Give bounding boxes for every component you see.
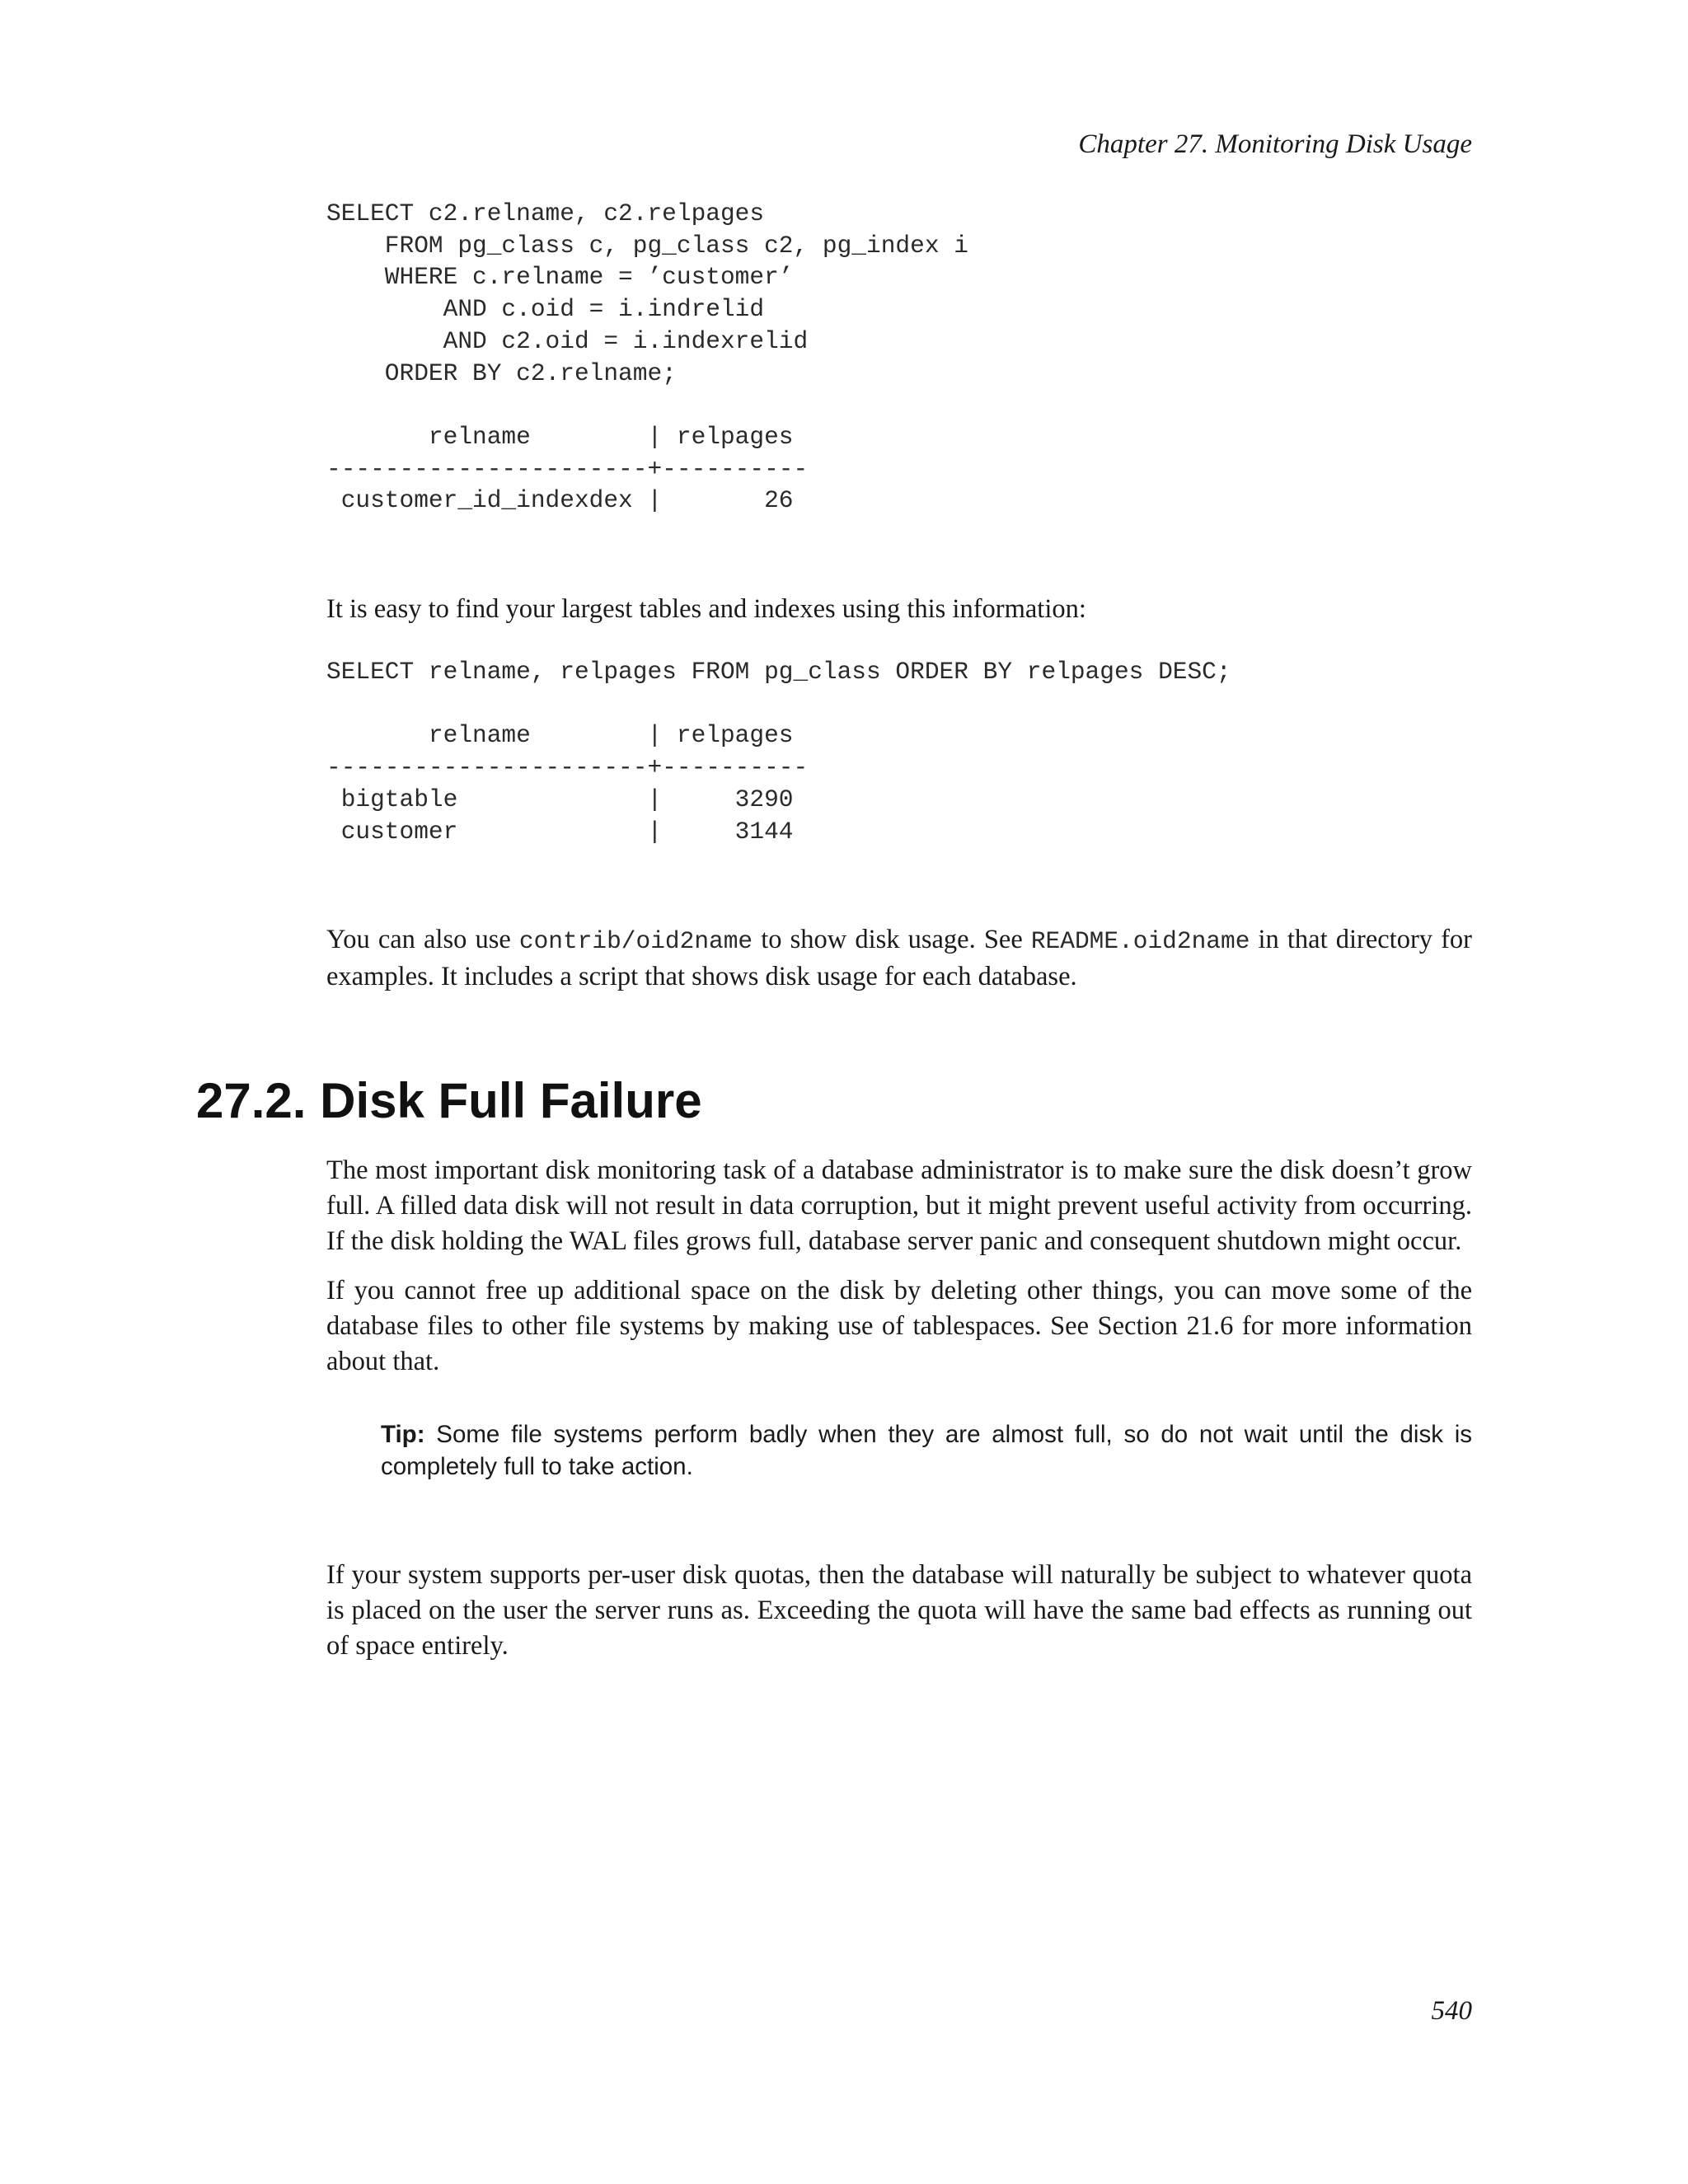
- running-header: Chapter 27. Monitoring Disk Usage: [1078, 129, 1472, 159]
- paragraph-oid2name: [326, 922, 1472, 995]
- paragraph-disk-quotas: If your system supports per-user disk quotas, then the database will naturally be subject to whatever quota is placed on the user the server runs as. Exceeding the quota will have the same bad effects as running out of space entirely.: [326, 1560, 1472, 1661]
- inline-code-contrib-oid2name: contrib/oid2name: [518, 927, 753, 955]
- paragraph-oid2name-text-3: in that directory for examples. It includes a script that shows disk usage for each database.: [326, 925, 1473, 991]
- paragraph-largest-tables: It is easy to find your largest tables and indexes using this information:: [326, 594, 1086, 624]
- section-title: 27.2. Disk Full Failure: [196, 1073, 702, 1128]
- page-number: 540: [1431, 1996, 1472, 2026]
- paragraph-tablespaces: If you cannot free up additional space on the disk by deleting other things, you can move some of the database files to other file systems by making use of tablespaces. See Section 21.6 for more information about that.: [326, 1276, 1472, 1376]
- paragraph-oid2name-text-2: to show disk usage. See: [753, 925, 1031, 954]
- paragraph-oid2name-text-1: You can also use: [326, 925, 519, 954]
- paragraph-disk-monitoring: The most important disk monitoring task of a database administrator is to make sure the disk doesn’t grow full. A filled data disk will not result in data corruption, but it might prevent useful activity from occurring. If the disk holding the WAL files grows full, database server panic and consequent shutdown might occur.: [326, 1155, 1472, 1256]
- tip-text: Some file systems perform badly when they are almost full, so do not wait until the disk is completely full to take action.: [381, 1421, 1472, 1480]
- code-block-index-query: SELECT c2.relname, c2.relpages FROM pg_class c, pg_class c2, pg_index i WHERE c.relname = ’customer’ AND c.oid = i.indrelid AND c2.oid = i.indexrelid ORDER BY c2.relname; relname | relpages ----------------------+---------- customer_id_indexdex | 26: [326, 199, 968, 515]
- tip-label: Tip:: [381, 1421, 425, 1448]
- code-block-largest-tables: SELECT relname, relpages FROM pg_class ORDER BY relpages DESC; relname | relpages ----------------------+---------- bigtable | 3290 customer | 3144: [326, 658, 1231, 846]
- tip-note: [381, 1418, 1472, 1483]
- inline-code-readme-oid2name: README.oid2name: [1030, 927, 1250, 955]
